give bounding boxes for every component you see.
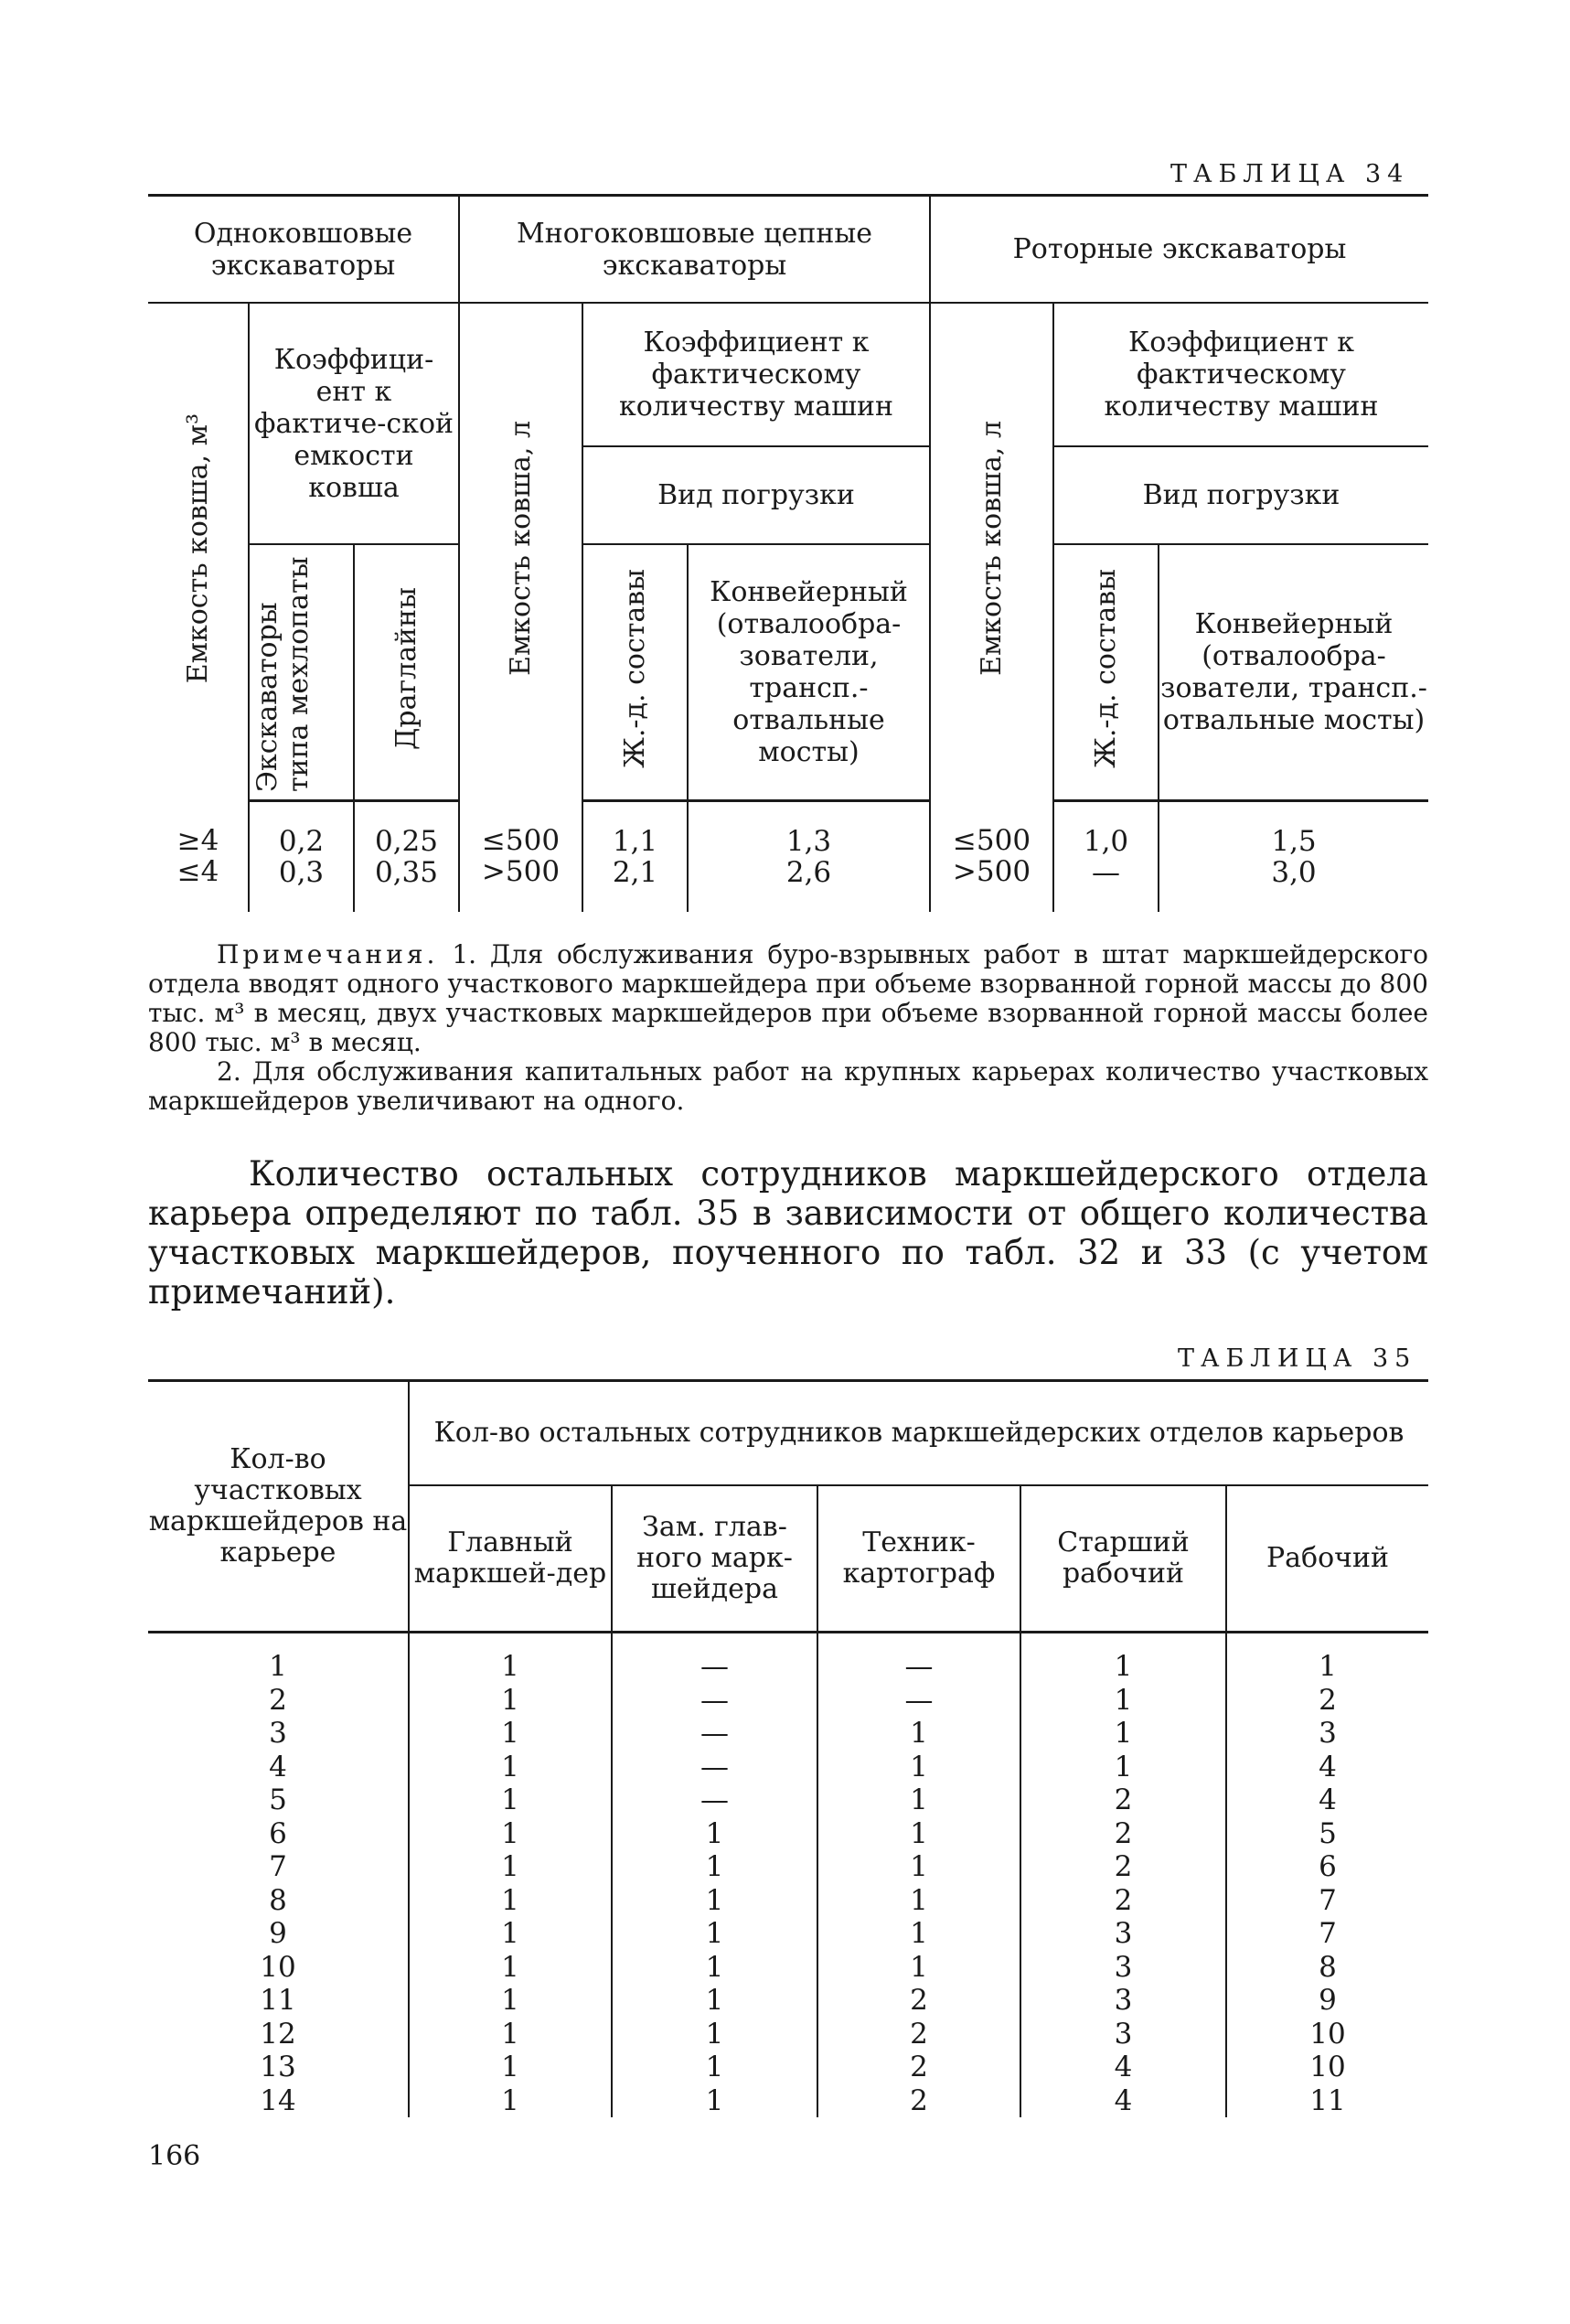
cell-worker: 6 xyxy=(1226,1850,1428,1884)
cell-count: 3 xyxy=(269,1717,287,1751)
cell-count: 8 xyxy=(269,1883,287,1917)
cell-worker: 8 xyxy=(1226,1951,1428,1985)
cell-deputy: — xyxy=(612,1684,817,1718)
cell-chief: 1 xyxy=(409,1884,612,1918)
table-35 xyxy=(148,1379,1428,2117)
cell-senior-worker: 4 xyxy=(1020,2084,1226,2118)
cell-deputy: 1 xyxy=(612,1884,817,1918)
header-multi-coef: Коэффициент к фактическому количеству машин xyxy=(582,303,930,446)
cell-deputy: 1 xyxy=(612,1850,817,1884)
cell-technician: 1 xyxy=(817,1884,1020,1918)
cell-chief: 1 xyxy=(409,1817,612,1851)
cell-chief: 1 xyxy=(409,1684,612,1718)
table-row xyxy=(148,2051,1428,2084)
cell-count: 2 xyxy=(269,1683,287,1717)
header-multi-capacity: Емкость ковша, л xyxy=(459,303,582,801)
table-row xyxy=(148,2084,1428,2118)
cell-deputy: — xyxy=(612,1783,817,1817)
cell-senior-worker: 1 xyxy=(1020,1717,1226,1751)
cell-senior-worker: 3 xyxy=(1020,2018,1226,2051)
cell-deputy: — xyxy=(612,1633,817,1684)
cell-worker: 10 xyxy=(1226,2051,1428,2084)
cell-worker: 9 xyxy=(1226,1984,1428,2018)
cell-deputy: 1 xyxy=(612,1817,817,1851)
header-technician: Техник-картограф xyxy=(817,1485,1020,1633)
note-2: 2. Для обслуживания капитальных работ на крупных карьерах количество участковых маркшейдеров увеличивают на одного. xyxy=(148,1056,1428,1116)
cell-chief: 1 xyxy=(409,1633,612,1684)
cell-count: 4 xyxy=(269,1750,287,1783)
header-worker: Рабочий xyxy=(1226,1485,1428,1633)
cell-technician: — xyxy=(817,1684,1020,1718)
cell-count: 1 xyxy=(269,1650,287,1684)
cell-rotary-rail: 1,0 — xyxy=(1053,801,1159,913)
cell-technician: 1 xyxy=(817,1850,1020,1884)
cell-technician: 1 xyxy=(817,1951,1020,1985)
header-rotary-conveyor: Конвейерный (отвалообра-зователи, трансп.-отвальные мосты) xyxy=(1159,544,1428,801)
cell-technician: 2 xyxy=(817,2084,1020,2118)
cell-worker: 4 xyxy=(1226,1783,1428,1817)
cell-deputy: 1 xyxy=(612,1984,817,2018)
cell-chief: 1 xyxy=(409,2051,612,2084)
header-count: Кол-во участковых маркшейдеров на карьере xyxy=(148,1381,409,1633)
cell-technician: 2 xyxy=(817,2051,1020,2084)
cell-count: 9 xyxy=(269,1917,287,1951)
cell-senior-worker: 3 xyxy=(1020,1984,1226,2018)
table-row xyxy=(148,1783,1428,1817)
cell-senior-worker: 4 xyxy=(1020,2051,1226,2084)
header-rotary-capacity: Емкость ковша, л xyxy=(930,303,1053,801)
table-row xyxy=(148,1684,1428,1718)
header-rotary-rail: Ж.-д. составы xyxy=(1053,544,1159,801)
body-paragraph: Количество остальных сотрудников маркшейдерского отдела карьера определяют по табл. 35 в зависимости от общего количества участковых маркшейдеров, поученного по табл. 32 и 33 (с учетом примечаний). xyxy=(148,1154,1428,1312)
cell-deputy: 1 xyxy=(612,2084,817,2118)
table-row xyxy=(148,1951,1428,1985)
cell-chief: 1 xyxy=(409,2018,612,2051)
cell-chief: 1 xyxy=(409,2084,612,2118)
header-chief: Главный маркшей-дер xyxy=(409,1485,612,1633)
cell-dragline: 0,25 0,35 xyxy=(354,801,459,913)
cell-technician: 1 xyxy=(817,1917,1020,1951)
cell-senior-worker: 2 xyxy=(1020,1817,1226,1851)
header-group: Кол-во остальных сотрудников маркшейдерских отделов карьеров xyxy=(409,1381,1428,1486)
header-rotary-coef: Коэффициент к фактическому количеству машин xyxy=(1053,303,1428,446)
header-coef-capacity: Коэффици-ент к фактиче-ской емкости ковша xyxy=(249,303,459,544)
cell-worker: 4 xyxy=(1226,1751,1428,1784)
table34-notes xyxy=(148,940,1428,1116)
group-rotary: Роторные экскаваторы xyxy=(930,196,1428,304)
cell-count: 12 xyxy=(260,2017,296,2051)
cell-worker: 2 xyxy=(1226,1684,1428,1718)
table-row xyxy=(148,1850,1428,1884)
cell-shovel: 0,2 0,3 xyxy=(249,801,354,913)
cell-count: 14 xyxy=(260,2083,296,2117)
page-number: 166 xyxy=(148,2140,201,2172)
cell-worker: 7 xyxy=(1226,1884,1428,1918)
cell-chief: 1 xyxy=(409,1917,612,1951)
table-row xyxy=(148,2018,1428,2051)
cell-count: 5 xyxy=(269,1783,287,1817)
table-row xyxy=(148,1751,1428,1784)
cell-chief: 1 xyxy=(409,1751,612,1784)
cell-chief: 1 xyxy=(409,1951,612,1985)
header-rotary-load-type: Вид погрузки xyxy=(1053,446,1428,544)
cell-worker: 10 xyxy=(1226,2018,1428,2051)
cell-count: 11 xyxy=(260,1984,296,2018)
table-34 xyxy=(148,194,1428,912)
cell-senior-worker: 1 xyxy=(1020,1684,1226,1718)
cell-cap-m3: ≥4 ≤4 xyxy=(176,824,219,889)
cell-deputy: 1 xyxy=(612,1917,817,1951)
cell-multi-conveyor: 1,3 2,6 xyxy=(688,801,930,913)
cell-count: 7 xyxy=(269,1850,287,1884)
table-row xyxy=(148,1817,1428,1851)
cell-senior-worker: 3 xyxy=(1020,1951,1226,1985)
table35-caption: ТАБЛИЦА 35 xyxy=(1178,1344,1417,1373)
group-single-bucket: Одноковшовые экскаваторы xyxy=(193,217,413,282)
cell-rotary-conveyor: 1,5 3,0 xyxy=(1159,801,1428,913)
cell-count: 10 xyxy=(260,1950,296,1984)
table-row xyxy=(148,1717,1428,1751)
group-multi-bucket: Многоковшовые цепные экскаваторы xyxy=(459,196,930,304)
table-row xyxy=(148,1917,1428,1951)
cell-multi-rail: 1,1 2,1 xyxy=(582,801,688,913)
cell-technician: 1 xyxy=(817,1717,1020,1751)
cell-deputy: 1 xyxy=(612,2051,817,2084)
cell-senior-worker: 1 xyxy=(1020,1751,1226,1784)
header-capacity-m3: Емкость ковша, м³ xyxy=(148,303,249,801)
cell-senior-worker: 1 xyxy=(1020,1633,1226,1684)
cell-count: 13 xyxy=(260,2051,296,2084)
cell-senior-worker: 2 xyxy=(1020,1850,1226,1884)
table34-caption: ТАБЛИЦА 34 xyxy=(1170,160,1410,188)
note-1: Примечания. 1. Для обслуживания буро-взрывных работ в штат маркшейдерского отдела вводят одного участкового маркшейдера при объеме взорванной горной массы до 800 тыс. м³ в месяц, двух участковых маркшейдеров при объеме взорванной горной массы более 800 тыс. м³ в месяц. xyxy=(148,939,1429,1057)
cell-chief: 1 xyxy=(409,1717,612,1751)
cell-technician: 1 xyxy=(817,1817,1020,1851)
table-row xyxy=(148,1984,1428,2018)
cell-chief: 1 xyxy=(409,1984,612,2018)
header-dragline: Драглайны xyxy=(354,544,459,801)
cell-senior-worker: 2 xyxy=(1020,1884,1226,1918)
cell-technician: — xyxy=(817,1633,1020,1684)
table-row xyxy=(148,1633,1428,1684)
cell-technician: 2 xyxy=(817,1984,1020,2018)
header-multi-conveyor: Конвейерный (отвалообра-зователи, трансп.-отвальные мосты) xyxy=(688,544,930,801)
table-row xyxy=(148,1884,1428,1918)
cell-deputy: 1 xyxy=(612,1951,817,1985)
cell-rotary-capacity: ≤500 >500 xyxy=(930,801,1053,913)
cell-worker: 7 xyxy=(1226,1917,1428,1951)
cell-deputy: — xyxy=(612,1751,817,1784)
header-multi-load-type: Вид погрузки xyxy=(582,446,930,544)
cell-worker: 1 xyxy=(1226,1633,1428,1684)
cell-deputy: — xyxy=(612,1717,817,1751)
cell-chief: 1 xyxy=(409,1850,612,1884)
header-senior-worker: Старший рабочий xyxy=(1020,1485,1226,1633)
cell-technician: 1 xyxy=(817,1783,1020,1817)
cell-senior-worker: 3 xyxy=(1020,1917,1226,1951)
cell-worker: 5 xyxy=(1226,1817,1428,1851)
cell-technician: 2 xyxy=(817,2018,1020,2051)
cell-count: 6 xyxy=(269,1816,287,1850)
cell-worker: 3 xyxy=(1226,1717,1428,1751)
header-shovel: Экскаваторы типа мехлопаты xyxy=(249,544,354,801)
cell-multi-capacity: ≤500 >500 xyxy=(459,801,582,913)
cell-worker: 11 xyxy=(1226,2084,1428,2118)
cell-technician: 1 xyxy=(817,1751,1020,1784)
cell-deputy: 1 xyxy=(612,2018,817,2051)
header-deputy: Зам. глав-ного марк-шейдера xyxy=(612,1485,817,1633)
header-multi-rail: Ж.-д. составы xyxy=(582,544,688,801)
cell-senior-worker: 2 xyxy=(1020,1783,1226,1817)
cell-chief: 1 xyxy=(409,1783,612,1817)
